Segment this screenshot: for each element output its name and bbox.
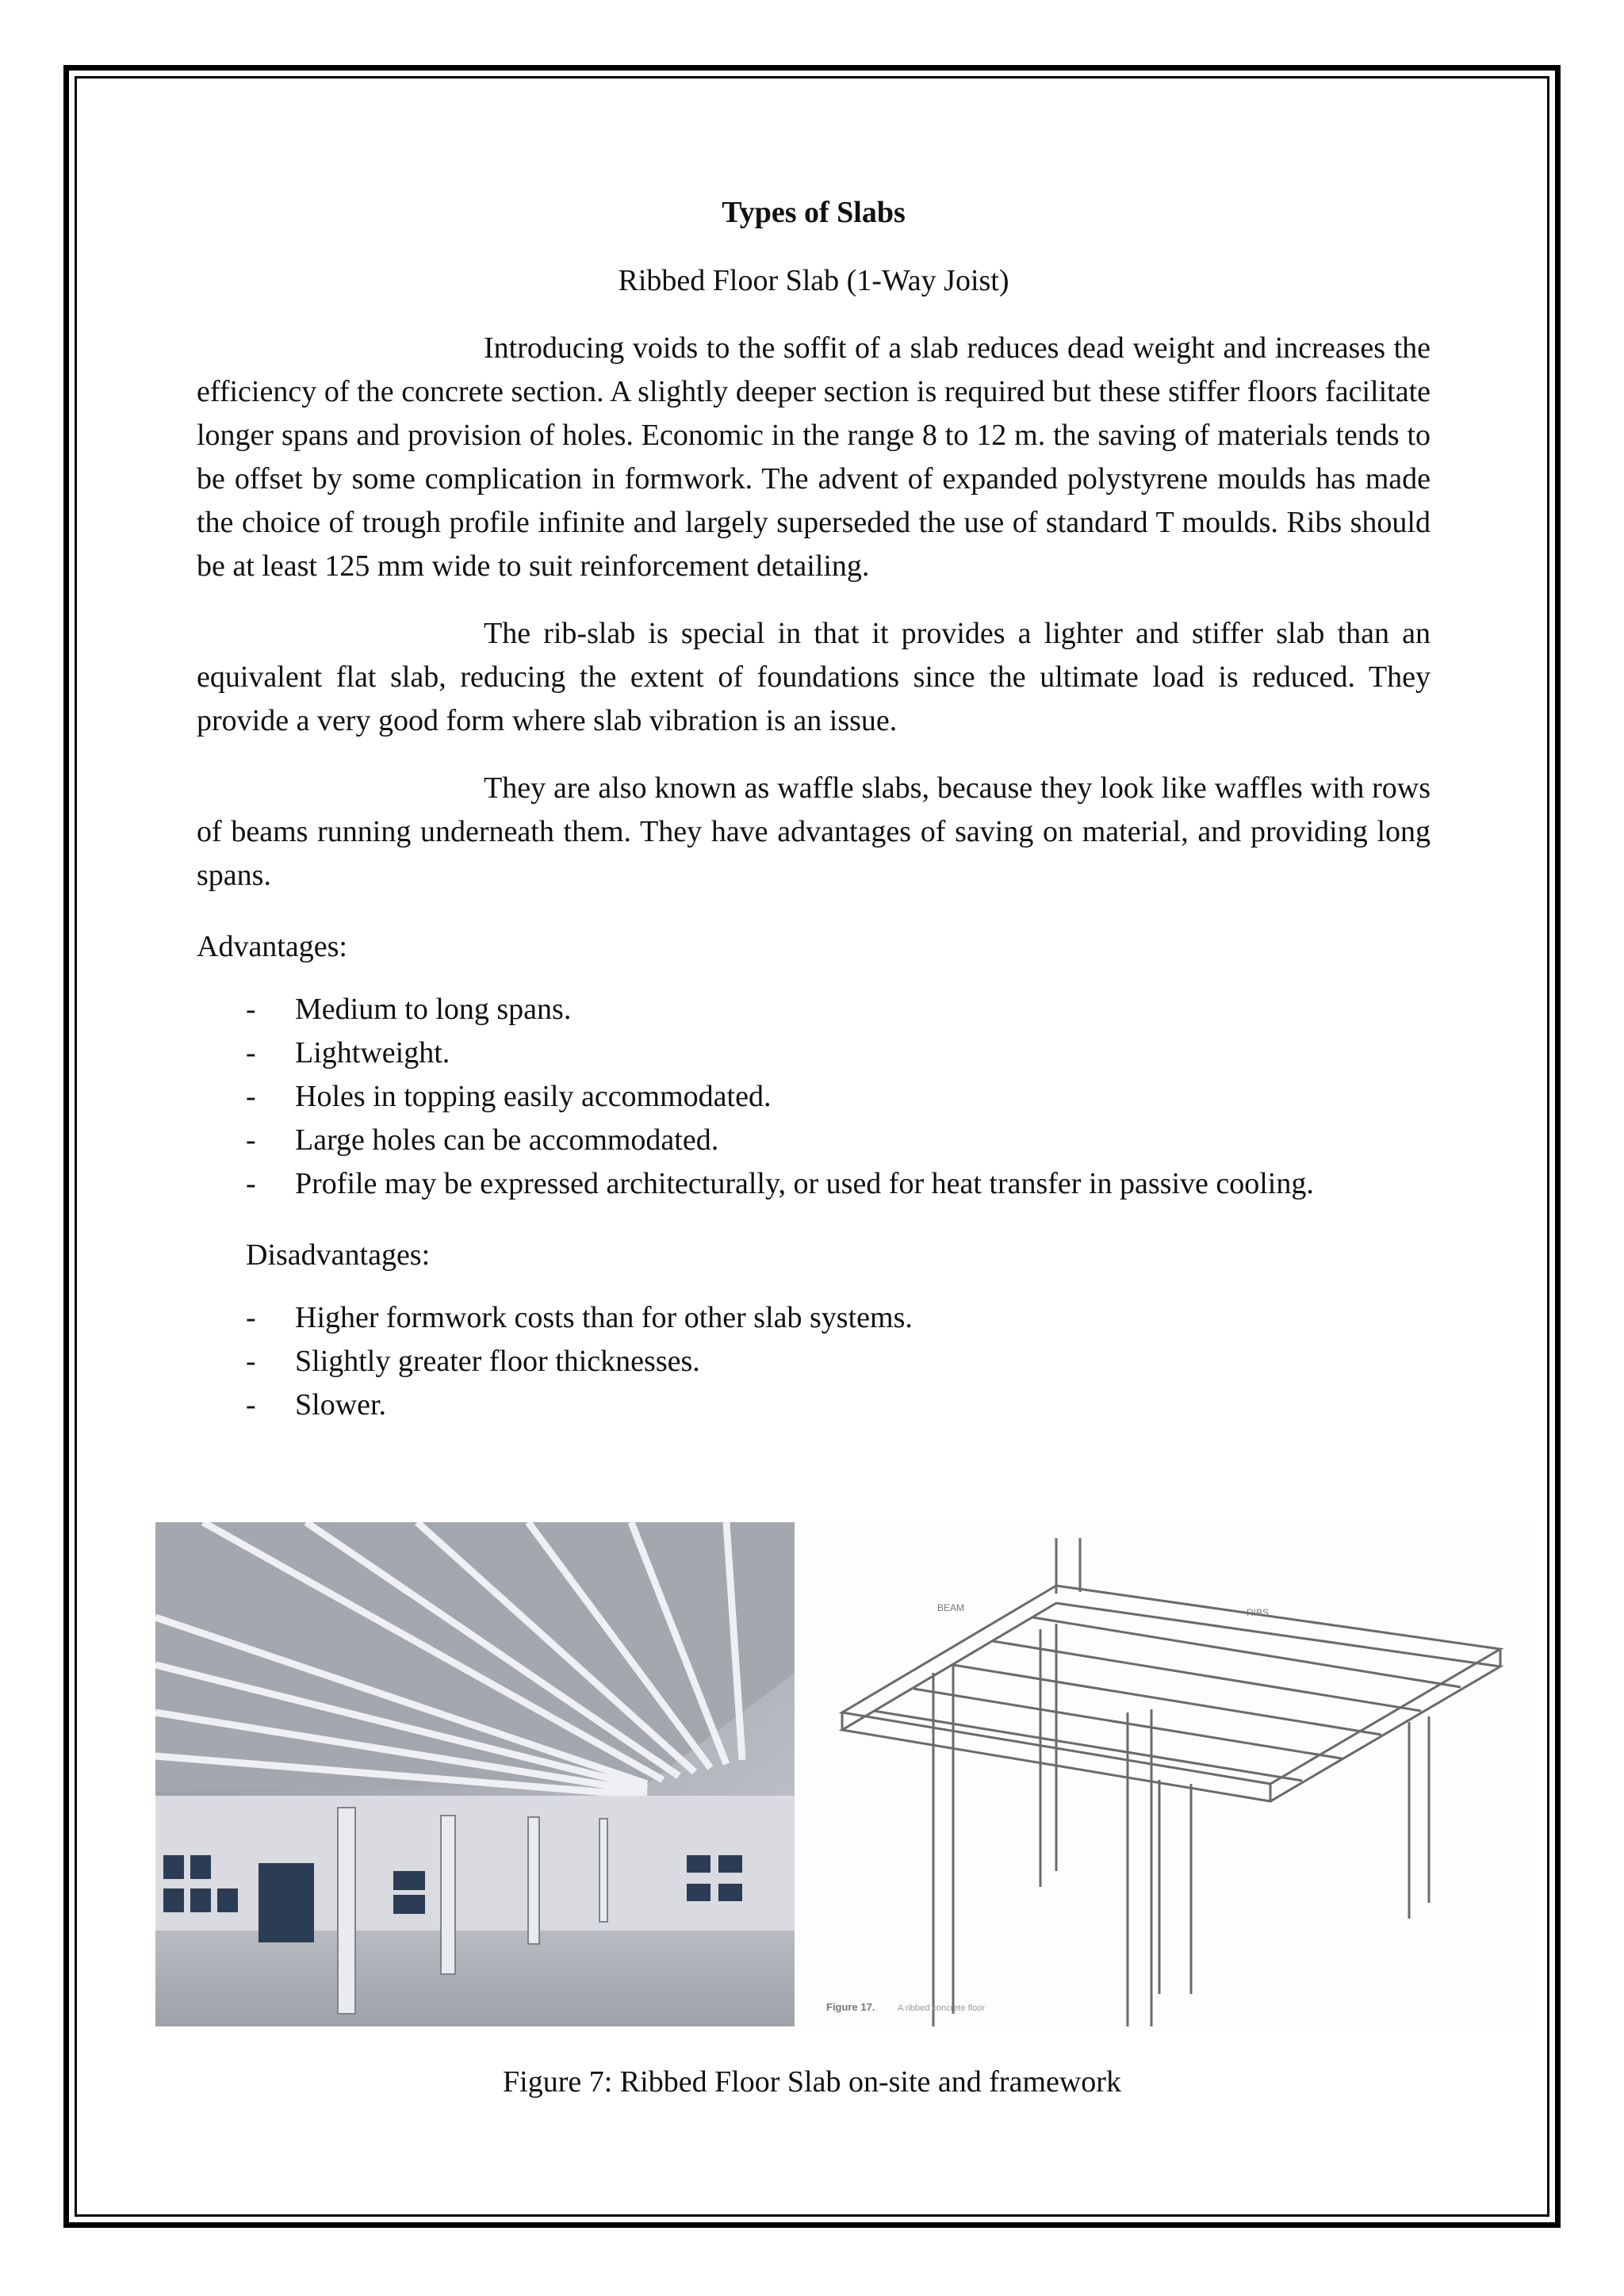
bullet-marker: -: [246, 1123, 256, 1157]
site-photo: [155, 1522, 795, 2026]
list-item: [246, 1119, 1431, 1162]
page-content: [197, 190, 1431, 1427]
drawing-figure-number: Figure 17.: [826, 2001, 875, 2013]
bullet-marker: -: [246, 993, 256, 1026]
paragraph-1: Introducing voids to the soffit of a slab reduces dead weight and increases the efficiency of the concrete section. A slightly deeper section is required but these stiffer floors facilitate longer spans and provision of holes. Economic in the range 8 to 12 m. the saving of materials tends to be offset by some complication in formwork. The advent of expanded polystyrene moulds has made the choice of trough profile infinite and largely superseded the use of standard T moulds. Ribs should be at least 125 mm wide to suit reinforcement detailing.: [197, 331, 1431, 583]
drawing-figure-note: A ribbed concrete floor: [898, 2003, 986, 2013]
list-item: [246, 1075, 1431, 1119]
advantages-heading: Advantages:: [197, 930, 347, 963]
list-item-text: Profile may be expressed architecturally, or used for heat transfer in passive cooling.: [295, 1167, 1314, 1200]
bullet-marker: -: [246, 1080, 256, 1113]
page-title: Types of Slabs: [722, 196, 906, 229]
disadvantages-list: [246, 1296, 1431, 1427]
figure: [155, 1522, 1535, 2030]
list-item: [246, 1340, 1431, 1383]
bullet-marker: -: [246, 1036, 256, 1070]
bullet-marker: -: [246, 1167, 256, 1200]
disadvantages-heading: Disadvantages:: [246, 1238, 431, 1272]
figure-caption: Figure 7: Ribbed Floor Slab on-site and framework: [503, 2065, 1121, 2099]
framework-drawing: [795, 1522, 1535, 2026]
paragraph-2: The rib-slab is special in that it provides a lighter and stiffer slab than an equivalent flat slab, reducing the extent of foundations since the ultimate load is reduced. They provide a very good form where slab vibration is an issue.: [197, 617, 1431, 737]
list-item-text: Lightweight.: [295, 1036, 450, 1070]
beam-label: BEAM: [937, 1602, 965, 1613]
list-item-text: Large holes can be accommodated.: [295, 1123, 719, 1157]
bullet-marker: -: [246, 1345, 256, 1378]
paragraph-3: They are also known as waffle slabs, because they look like waffles with rows of beams running underneath them. They have advantages of saving on material, and providing long spans.: [197, 771, 1431, 892]
list-item: [246, 1383, 1431, 1427]
rib-label: RIBS: [1247, 1607, 1270, 1618]
section-subtitle: Ribbed Floor Slab (1-Way Joist): [618, 264, 1009, 297]
list-item: [246, 1031, 1431, 1075]
list-item: [246, 1296, 1431, 1340]
list-item-text: Slower.: [295, 1388, 387, 1422]
bullet-marker: -: [246, 1388, 256, 1422]
list-item-text: Medium to long spans.: [295, 993, 572, 1026]
list-item-text: Slightly greater floor thicknesses.: [295, 1345, 700, 1378]
list-item: [246, 988, 1431, 1031]
advantages-list: [246, 988, 1431, 1206]
bullet-marker: -: [246, 1301, 256, 1334]
list-item: [246, 1162, 1431, 1206]
list-item-text: Higher formwork costs than for other slab systems.: [295, 1301, 913, 1334]
list-item-text: Holes in topping easily accommodated.: [295, 1080, 772, 1113]
